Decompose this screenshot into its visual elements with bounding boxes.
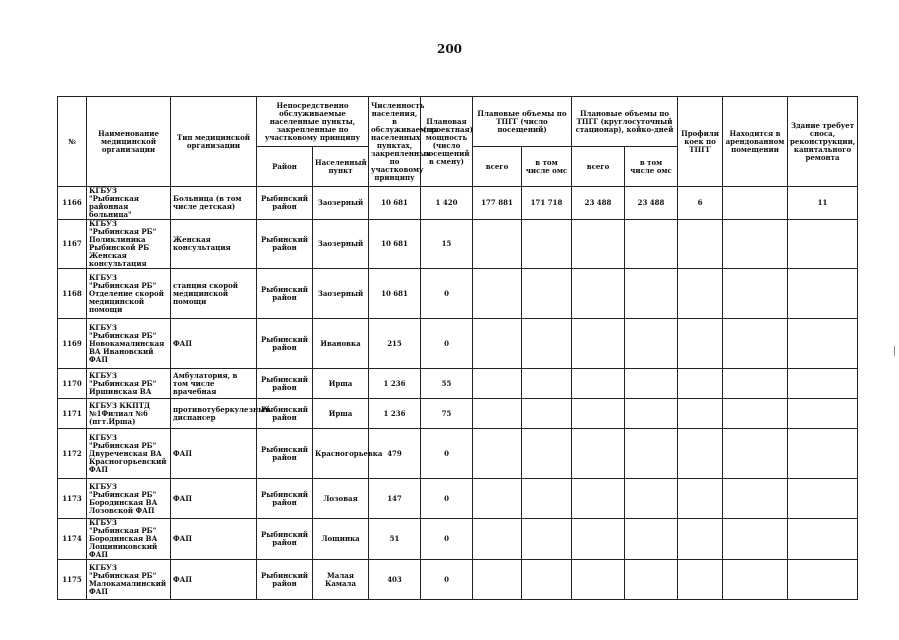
cell-rented xyxy=(723,429,788,479)
cell-population: 215 xyxy=(369,319,421,369)
cell-beds-total xyxy=(572,399,625,429)
cell-visits-total xyxy=(473,479,522,519)
cell-rented xyxy=(723,369,788,399)
header-population: Численность населения, в обслуживаемых населенных пунктах, закрепленных по участковому принципу xyxy=(369,97,421,187)
cell-visits-total: 177 881 xyxy=(473,187,522,220)
cell-profiles xyxy=(678,269,723,319)
cell-beds-oms xyxy=(625,519,678,560)
cell-type: Амбулатория, в том числе врачебная xyxy=(171,369,257,399)
cell-type: станция скорой медицинской помощи xyxy=(171,269,257,319)
cell-building xyxy=(788,519,858,560)
cell-profiles xyxy=(678,220,723,269)
cell-rented xyxy=(723,399,788,429)
cell-beds-total xyxy=(572,560,625,600)
registry-table xyxy=(57,96,858,600)
cell-num: 1170 xyxy=(58,369,87,399)
cell-visits-total xyxy=(473,560,522,600)
cell-beds-oms: 23 488 xyxy=(625,187,678,220)
cell-rented xyxy=(723,220,788,269)
cell-beds-oms xyxy=(625,269,678,319)
cell-profiles: 6 xyxy=(678,187,723,220)
header-settlements-group: Непосредственно обслуживаемые населенные пункты, закрепленные по участковому принципу xyxy=(257,97,369,147)
cell-visits-oms: 171 718 xyxy=(522,187,572,220)
cell-building xyxy=(788,560,858,600)
cell-rented xyxy=(723,560,788,600)
cell-building xyxy=(788,399,858,429)
cell-beds-total xyxy=(572,429,625,479)
cell-district: Рыбинский район xyxy=(257,399,313,429)
header-org-name: Наименование медицинской организации xyxy=(87,97,171,187)
cell-num: 1169 xyxy=(58,319,87,369)
cell-org: КГБУЗ "Рыбинская РБ" Новокамалинская ВА Ивановский ФАП xyxy=(87,319,171,369)
cell-rented xyxy=(723,519,788,560)
cell-population: 479 xyxy=(369,429,421,479)
cell-org: КГБУЗ "Рыбинская РБ" Поликлиника Рыбинской РБ Женская консультация xyxy=(87,220,171,269)
cell-visits-total xyxy=(473,269,522,319)
cell-population: 403 xyxy=(369,560,421,600)
cell-building xyxy=(788,269,858,319)
header-district: Район xyxy=(257,147,313,187)
cell-district: Рыбинский район xyxy=(257,519,313,560)
cell-population: 10 681 xyxy=(369,187,421,220)
cell-settlement: Лощинка xyxy=(313,519,369,560)
cell-district: Рыбинский район xyxy=(257,319,313,369)
header-bed-profiles: Профили коек по ТПГГ xyxy=(678,97,723,187)
cell-type: Женская консультация xyxy=(171,220,257,269)
cell-num: 1172 xyxy=(58,429,87,479)
header-settlement: Населенный пункт xyxy=(313,147,369,187)
cell-num: 1167 xyxy=(58,220,87,269)
cell-building xyxy=(788,479,858,519)
cell-profiles xyxy=(678,319,723,369)
cell-visits-oms xyxy=(522,429,572,479)
cell-visits-total xyxy=(473,399,522,429)
cell-capacity: 0 xyxy=(421,519,473,560)
cell-capacity: 75 xyxy=(421,399,473,429)
cell-building xyxy=(788,429,858,479)
cell-population: 147 xyxy=(369,479,421,519)
table-row xyxy=(58,560,858,600)
cell-district: Рыбинский район xyxy=(257,220,313,269)
cell-beds-oms xyxy=(625,479,678,519)
header-org-type: Тип медицинской организации xyxy=(171,97,257,187)
cell-visits-oms xyxy=(522,369,572,399)
cell-rented xyxy=(723,319,788,369)
cell-visits-total xyxy=(473,519,522,560)
cell-type: ФАП xyxy=(171,429,257,479)
cell-org: КГБУЗ "Рыбинская РБ" Бородинская ВА Лощиниковский ФАП xyxy=(87,519,171,560)
cell-org: КГБУЗ "Рыбинская РБ" Бородинская ВА Лозовской ФАП xyxy=(87,479,171,519)
cell-population: 10 681 xyxy=(369,220,421,269)
cell-beds-oms xyxy=(625,429,678,479)
cell-beds-total xyxy=(572,269,625,319)
cell-capacity: 0 xyxy=(421,429,473,479)
cell-rented xyxy=(723,187,788,220)
cell-visits-total xyxy=(473,220,522,269)
cell-settlement: Ирша xyxy=(313,399,369,429)
table-row xyxy=(58,220,858,269)
cell-beds-total: 23 488 xyxy=(572,187,625,220)
cell-visits-oms xyxy=(522,479,572,519)
cell-visits-oms xyxy=(522,220,572,269)
cell-org: КГБУЗ "Рыбинская РБ" Иршинская ВА xyxy=(87,369,171,399)
cell-org: КГБУЗ ККПТД №1Филиал №6 (пгт.Ирша) xyxy=(87,399,171,429)
table-row xyxy=(58,319,858,369)
cell-type: ФАП xyxy=(171,319,257,369)
cell-type: Больница (в том числе детская) xyxy=(171,187,257,220)
cell-org: КГБУЗ "Рыбинская РБ" Отделение скорой медицинской помощи xyxy=(87,269,171,319)
cell-type: ФАП xyxy=(171,519,257,560)
cell-building xyxy=(788,319,858,369)
cell-capacity: 15 xyxy=(421,220,473,269)
cell-beds-total xyxy=(572,220,625,269)
cell-num: 1173 xyxy=(58,479,87,519)
cell-profiles xyxy=(678,429,723,479)
cell-capacity: 55 xyxy=(421,369,473,399)
cell-beds-total xyxy=(572,369,625,399)
cell-org: КГБУЗ "Рыбинская РБ" Малокамалинский ФАП xyxy=(87,560,171,600)
cell-beds-total xyxy=(572,479,625,519)
header-beds-total: всего xyxy=(572,147,625,187)
cell-building xyxy=(788,220,858,269)
table-row xyxy=(58,429,858,479)
cell-beds-oms xyxy=(625,560,678,600)
cell-profiles xyxy=(678,519,723,560)
cell-capacity: 0 xyxy=(421,479,473,519)
cell-capacity: 0 xyxy=(421,319,473,369)
cell-population: 1 236 xyxy=(369,399,421,429)
cell-district: Рыбинский район xyxy=(257,269,313,319)
table-row xyxy=(58,369,858,399)
cell-capacity: 0 xyxy=(421,269,473,319)
cell-num: 1166 xyxy=(58,187,87,220)
cell-settlement: Ивановка xyxy=(313,319,369,369)
cell-visits-total xyxy=(473,369,522,399)
cell-num: 1168 xyxy=(58,269,87,319)
cell-num: 1171 xyxy=(58,399,87,429)
header-building: Здание требует сноса, реконструкции, капитального ремонта xyxy=(788,97,858,187)
cell-type: ФАП xyxy=(171,560,257,600)
cell-visits-oms xyxy=(522,519,572,560)
cell-num: 1174 xyxy=(58,519,87,560)
cell-district: Рыбинский район xyxy=(257,560,313,600)
header-beds-oms: в том числе омс xyxy=(625,147,678,187)
margin-mark xyxy=(894,346,895,356)
cell-num: 1175 xyxy=(58,560,87,600)
cell-settlement: Малая Камала xyxy=(313,560,369,600)
cell-settlement: Красногорьевка xyxy=(313,429,369,479)
cell-visits-total xyxy=(473,319,522,369)
cell-beds-oms xyxy=(625,399,678,429)
cell-rented xyxy=(723,479,788,519)
cell-capacity: 1 420 xyxy=(421,187,473,220)
cell-building xyxy=(788,369,858,399)
cell-beds-total xyxy=(572,319,625,369)
cell-type: ФАП xyxy=(171,479,257,519)
cell-settlement: Ирша xyxy=(313,369,369,399)
table-row xyxy=(58,479,858,519)
cell-settlement: Заозерный xyxy=(313,269,369,319)
cell-beds-oms xyxy=(625,319,678,369)
table-row xyxy=(58,269,858,319)
cell-district: Рыбинский район xyxy=(257,429,313,479)
cell-visits-total xyxy=(473,429,522,479)
cell-visits-oms xyxy=(522,399,572,429)
cell-type: противотуберкулезный диспансер xyxy=(171,399,257,429)
cell-settlement: Заозерный xyxy=(313,187,369,220)
cell-profiles xyxy=(678,560,723,600)
cell-capacity: 0 xyxy=(421,560,473,600)
cell-population: 1 236 xyxy=(369,369,421,399)
cell-org: КГБУЗ "Рыбинская районная больница" xyxy=(87,187,171,220)
header-visits-total: всего xyxy=(473,147,522,187)
cell-visits-oms xyxy=(522,560,572,600)
cell-district: Рыбинский район xyxy=(257,187,313,220)
cell-settlement: Лозовая xyxy=(313,479,369,519)
header-rented: Находится в арендованном помещении xyxy=(723,97,788,187)
header-tpgg-visits-group: Плановые объемы по ТПГГ (число посещений) xyxy=(473,97,572,147)
cell-org: КГБУЗ "Рыбинская РБ" Двуреченская ВА Красногорьевский ФАП xyxy=(87,429,171,479)
cell-beds-total xyxy=(572,519,625,560)
table-row xyxy=(58,399,858,429)
cell-building: 11 xyxy=(788,187,858,220)
cell-rented xyxy=(723,269,788,319)
cell-profiles xyxy=(678,369,723,399)
header-visits-oms: в том числе омс xyxy=(522,147,572,187)
cell-profiles xyxy=(678,479,723,519)
header-capacity: Плановая (проектная) мощность (число посещений в смену) xyxy=(421,97,473,187)
cell-population: 10 681 xyxy=(369,269,421,319)
header-num: № xyxy=(58,97,87,187)
page-number: 200 xyxy=(436,42,463,56)
table-row xyxy=(58,519,858,560)
cell-beds-oms xyxy=(625,369,678,399)
cell-beds-oms xyxy=(625,220,678,269)
cell-settlement: Заозерный xyxy=(313,220,369,269)
table-row xyxy=(58,187,858,220)
cell-district: Рыбинский район xyxy=(257,479,313,519)
header-tpgg-beds-group: Плановые объемы по ТПГГ (круглосуточный стационар), койко-дней xyxy=(572,97,678,147)
cell-visits-oms xyxy=(522,269,572,319)
cell-visits-oms xyxy=(522,319,572,369)
cell-population: 51 xyxy=(369,519,421,560)
cell-profiles xyxy=(678,399,723,429)
cell-district: Рыбинский район xyxy=(257,369,313,399)
